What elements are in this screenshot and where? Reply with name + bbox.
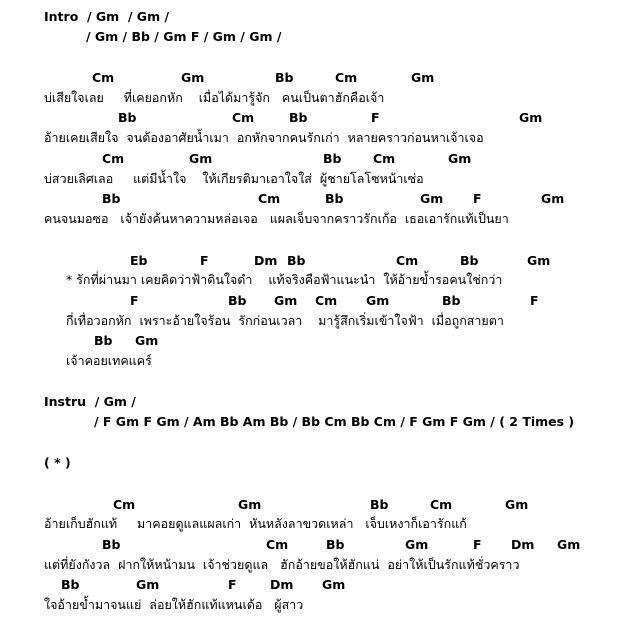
chord: Bb xyxy=(460,253,479,268)
chord: Gm xyxy=(405,537,429,552)
lyric-line: อ้ายเคยเสียใจ จนต้องอาศัยน้ำเมา อกหักจากคนรักเก่า หลายคราวก่อนหาเจ้าเจอ xyxy=(44,130,484,145)
chord: Bb xyxy=(275,70,294,85)
chord: Gm xyxy=(448,151,472,166)
chord: Gm xyxy=(274,293,298,308)
chord: Bb xyxy=(228,293,247,308)
chord: F xyxy=(530,293,539,308)
chord: Cm xyxy=(373,151,396,166)
chord: Gm xyxy=(181,70,205,85)
lyric-line: แต่ที่ยังกังวล ฝากให้หน้ามน เจ้าช่วยดูแล ฮักอ้ายขอให้ฮักแน่ อย่าให้เป็นรักแท้ชั่วคราว xyxy=(44,557,520,572)
chord: F xyxy=(371,110,380,125)
chord: Cm xyxy=(396,253,419,268)
repeat-chorus-marker: ( * ) xyxy=(44,455,71,470)
instru-line-1: Instru / Gm / xyxy=(44,394,136,409)
intro-line-2: / Gm / Bb / Gm F / Gm / Gm / xyxy=(86,29,282,44)
chord: F xyxy=(473,537,482,552)
chord: Bb xyxy=(289,110,308,125)
chord: Gm xyxy=(366,293,390,308)
chord: Dm xyxy=(511,537,535,552)
chord: Bb xyxy=(287,253,306,268)
lyric-line: บ่สวยเลิศเลอ แต่มีน้ำใจ ให้เกียรติมาเอาใจใส่ ผู้ชายโลโซหน้าเซ่อ xyxy=(44,171,424,186)
chord: Gm xyxy=(238,497,262,512)
chord: Gm xyxy=(541,191,565,206)
chord: F xyxy=(473,191,482,206)
chord: Bb xyxy=(370,497,389,512)
chord: Cm xyxy=(113,497,136,512)
chord: Cm xyxy=(430,497,453,512)
chord: Cm xyxy=(266,537,289,552)
chord: Dm xyxy=(254,253,278,268)
chord: Bb xyxy=(442,293,461,308)
intro-line-1: Intro / Gm / Gm / xyxy=(44,9,170,24)
chord: Gm xyxy=(505,497,529,512)
chord: Bb xyxy=(94,333,113,348)
chord: Bb xyxy=(326,537,345,552)
chord: F xyxy=(200,253,209,268)
lyric-line: กี่เทื่อวอกหัก เพราะอ้ายใจร้อน รักก่อนเวลา มารู้สึกเริ่มเข้าใจฟ้า เมื่อถูกสายตา xyxy=(66,313,504,328)
chord: Bb xyxy=(323,151,342,166)
chord: Cm xyxy=(102,151,125,166)
chord: Eb xyxy=(130,253,148,268)
lyric-line: เจ้าคอยเทคแคร์ xyxy=(66,353,152,368)
chord: Cm xyxy=(315,293,338,308)
chord: Bb xyxy=(61,577,80,592)
chord: Cm xyxy=(232,110,255,125)
chord: Gm xyxy=(135,333,159,348)
chord: Gm xyxy=(527,253,551,268)
chord: Gm xyxy=(420,191,444,206)
chord: Bb xyxy=(325,191,344,206)
chord: Cm xyxy=(258,191,281,206)
chord: Cm xyxy=(92,70,115,85)
chord: Gm xyxy=(411,70,435,85)
lyric-line: คนจนมอซอ เจ้ายังค้นหาความหล่อเจอ แผลเจ็บจากคราวรักเก้อ เธอเอารักแท้เป็นยา xyxy=(44,211,509,226)
chord: Cm xyxy=(335,70,358,85)
lyric-line: อ้ายเก็บฮักแท้ มาคอยดูแลแผลเก่า หันหลังลาขวดเหล่า เจ็บเหงาก็เอารักแก้ xyxy=(44,516,467,531)
chord: F xyxy=(130,293,139,308)
lyric-line: ใจอ้ายข้ำมาจนแย่ ล่อยให้ฮักแท้แหนเด้อ ผู้สาว xyxy=(44,597,304,612)
lyric-line: * รักที่ผ่านมา เคยคิดว่าฟ้าดินใจดำ แท้จริงคือฟ้าแนะนำ ให้อ้ายข้ำรอคนใช่กว่า xyxy=(66,272,503,287)
chord: Gm xyxy=(136,577,160,592)
chord: Gm xyxy=(519,110,543,125)
chord: Bb xyxy=(102,191,121,206)
chord: F xyxy=(228,577,237,592)
chord: Bb xyxy=(118,110,137,125)
chord: Gm xyxy=(322,577,346,592)
lyric-line: บ่เสียใจเลย ที่เคยอกหัก เมื่อได้มารู้จัก คนเป็นตาฮักคือเจ้า xyxy=(44,90,385,105)
chord: Dm xyxy=(270,577,294,592)
chord: Bb xyxy=(102,537,121,552)
chord: Gm xyxy=(189,151,213,166)
chord: Gm xyxy=(557,537,581,552)
instru-line-2: / F Gm F Gm / Am Bb Am Bb / Bb Cm Bb Cm / F Gm F Gm / ( 2 Times ) xyxy=(94,414,575,429)
